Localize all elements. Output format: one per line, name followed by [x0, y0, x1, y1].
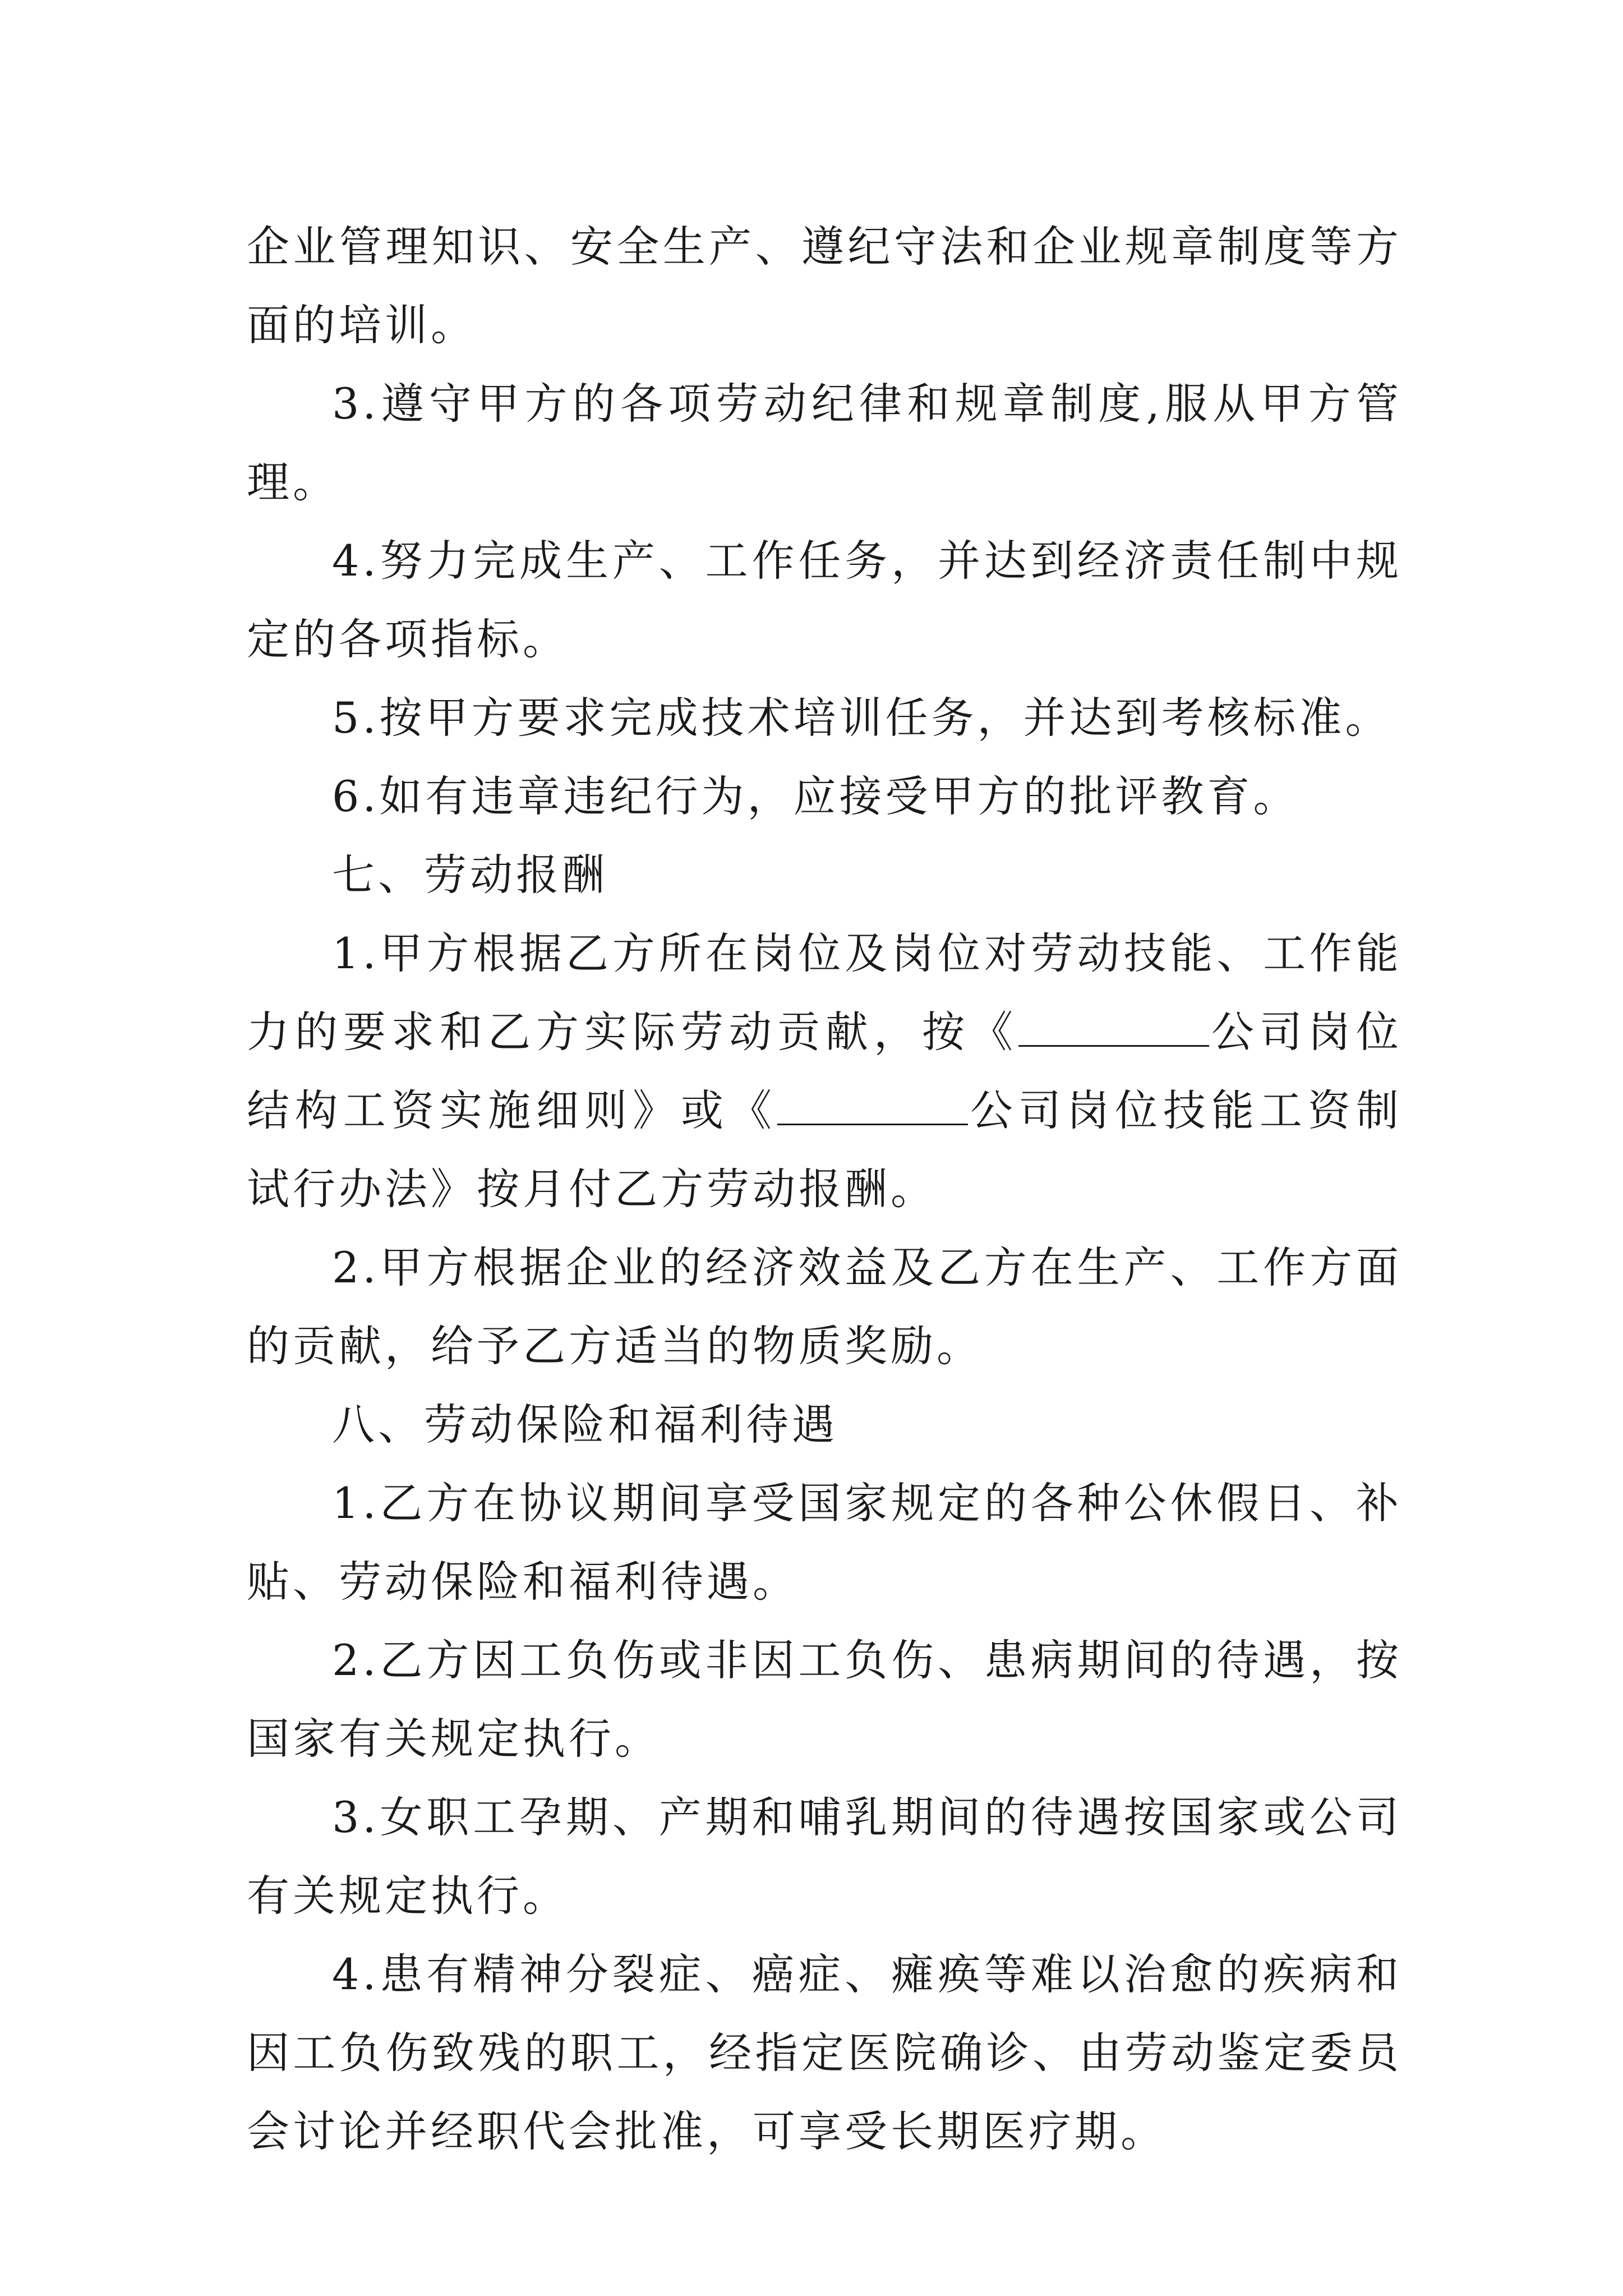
section-heading-insurance-welfare: 八、劳动保险和福利待遇 — [332, 1400, 838, 1450]
company-name-blank-1[interactable] — [1018, 1011, 1209, 1047]
paragraph-welfare-1: 1.乙方在协议期间享受国家规定的各种公休假日、补贴、劳动保险和福利待遇。 — [247, 1478, 1402, 1607]
paragraph-clause-3: 3.遵守甲方的各项劳动纪律和规章制度,服从甲方管理。 — [247, 379, 1402, 507]
paragraph-clause-6: 6.如有违章违纪行为，应接受甲方的批评教育。 — [332, 771, 1299, 821]
paragraph-remuneration-2: 2.甲方根据企业的经济效益及乙方在生产、工作方面的贡献，给予乙方适当的物质奖励。 — [247, 1243, 1402, 1371]
paragraph-clause-4: 4.努力完成生产、工作任务，并达到经济责任制中规定的各项指标。 — [247, 536, 1402, 664]
paragraph-clause-5: 5.按甲方要求完成技术培训任务，并达到考核标准。 — [332, 693, 1391, 743]
remuneration-1-text-a: 1.甲方根据乙方所在岗位及岗位对劳动技能、工作能力的要求和乙方实际劳动贡献，按《 — [247, 928, 1402, 1057]
paragraph-remuneration-1 — [247, 914, 1402, 1228]
section-heading-remuneration: 七、劳动报酬 — [332, 850, 608, 900]
paragraph-training-continued: 企业管理知识、安全生产、遵纪守法和企业规章制度等方面的培训。 — [247, 222, 1402, 350]
document-body — [247, 208, 1402, 2171]
remuneration-1-text-c: 公司岗位技能工资制试行办法》按月付乙方劳动报酬。 — [247, 1085, 1402, 1214]
remuneration-1-text-b: 公司岗位结构工资实施细则》或《 — [247, 1007, 1402, 1135]
paragraph-welfare-4: 4.患有精神分裂症、癌症、瘫痪等难以治愈的疾病和因工负伤致残的职工，经指定医院确诊、由劳动鉴定委员会讨论并经职代会批准，可享受长期医疗期。 — [247, 1949, 1402, 2156]
company-name-blank-2[interactable] — [777, 1090, 968, 1125]
paragraph-welfare-3: 3.女职工孕期、产期和哺乳期间的待遇按国家或公司有关规定执行。 — [247, 1792, 1402, 1921]
paragraph-welfare-2: 2.乙方因工负伤或非因工负伤、患病期间的待遇，按国家有关规定执行。 — [247, 1635, 1402, 1764]
